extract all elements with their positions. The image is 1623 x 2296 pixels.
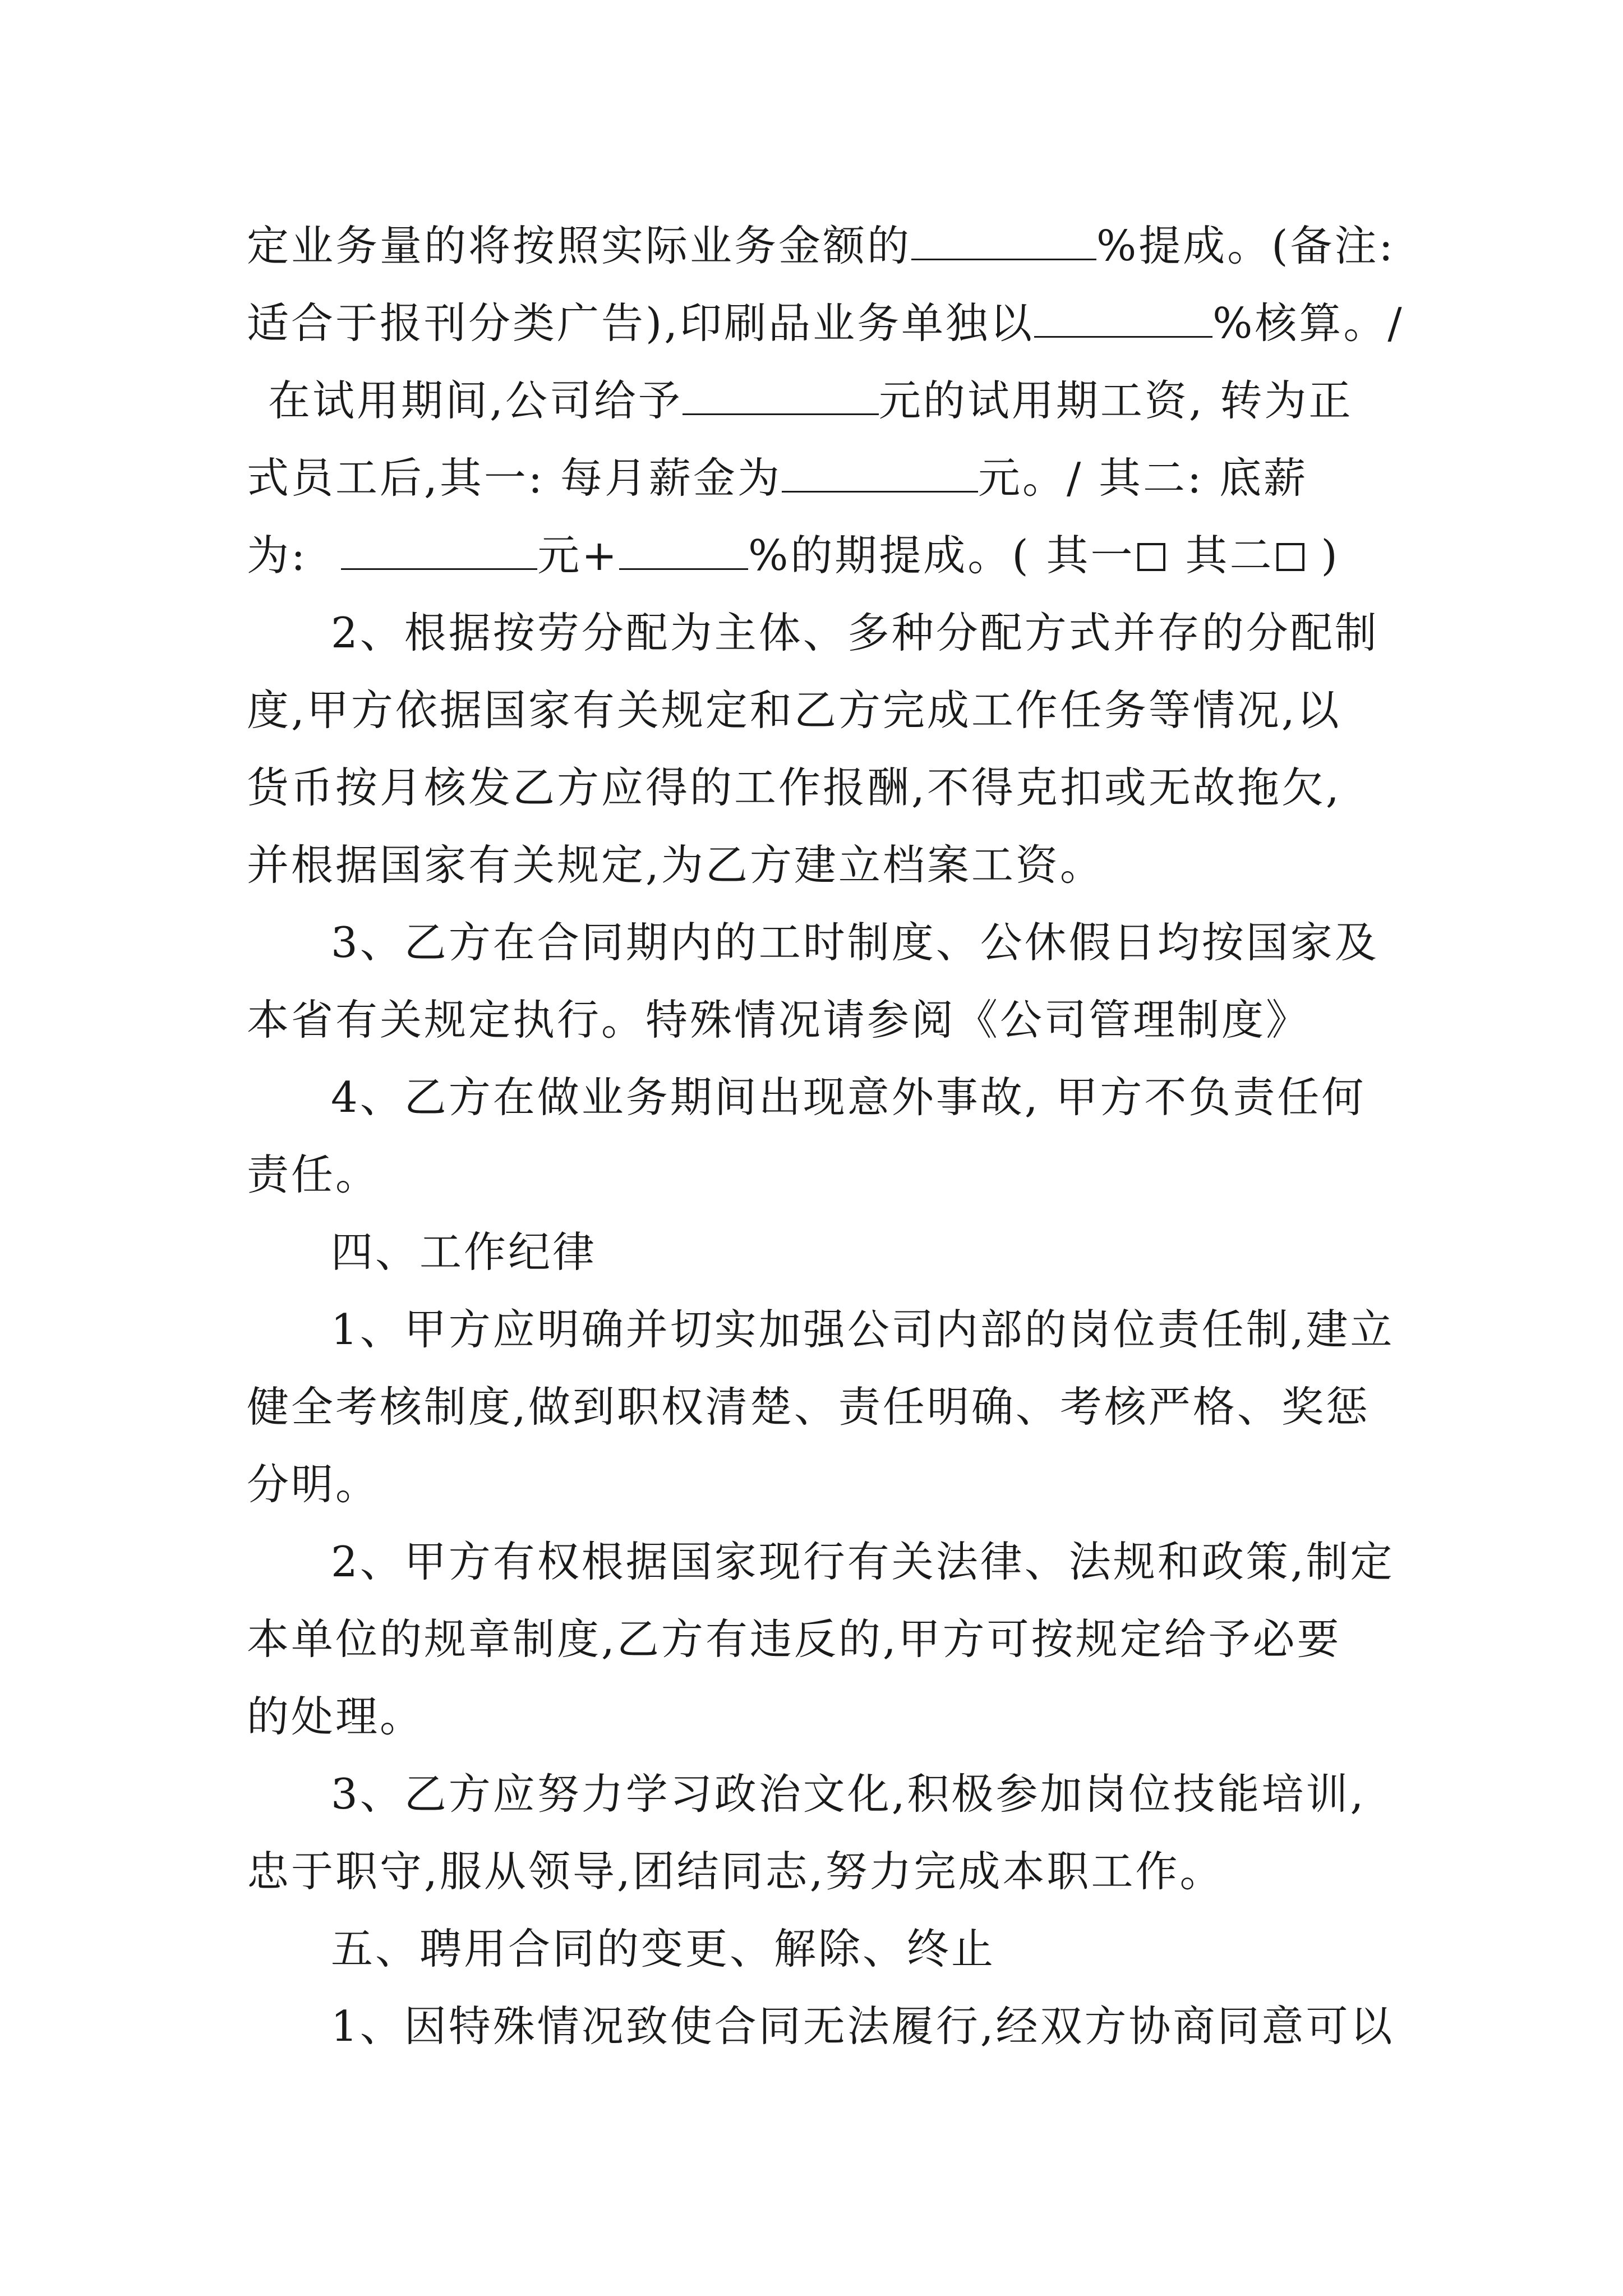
paragraph-line: 货币按月核发乙方应得的工作报酬,不得克扣或无故拖欠, bbox=[247, 763, 1341, 812]
text-line bbox=[247, 372, 1390, 450]
paragraph-line: 2、甲方有权根据国家现行有关法律、法规和政策,制定 bbox=[331, 1537, 1395, 1586]
fill-in-blank[interactable] bbox=[683, 374, 879, 415]
fill-in-blank[interactable] bbox=[1034, 297, 1212, 338]
text-line bbox=[247, 527, 1390, 605]
paragraph-line: 1、因特殊情况致使合同无法履行,经双方协商同意可以 bbox=[331, 2001, 1395, 2051]
section-heading: 四、工作纪律 bbox=[331, 1227, 597, 1277]
paragraph-line: 4、乙方在做业务期间出现意外事故, 甲方不负责任何 bbox=[331, 1073, 1366, 1122]
fill-in-blank[interactable] bbox=[782, 452, 978, 493]
fill-in-blank[interactable] bbox=[341, 529, 537, 570]
text-line bbox=[247, 218, 1395, 295]
document-page bbox=[247, 218, 1404, 2076]
section-heading: 五、聘用合同的变更、解除、终止 bbox=[331, 1924, 996, 1973]
paragraph-line: 3、乙方应努力学习政治文化,积极参加岗位技能培训, bbox=[331, 1769, 1366, 1819]
paragraph-line: 1、甲方应明确并切实加强公司内部的岗位责任制,建立 bbox=[331, 1305, 1395, 1354]
paragraph-line: 健全考核制度,做到职权清楚、责任明确、考核严格、奖惩 bbox=[247, 1382, 1370, 1432]
paragraph-line: 本省有关规定执行。特殊情况请参阅《公司管理制度》 bbox=[247, 995, 1311, 1045]
text-segment: 其二 bbox=[1185, 531, 1274, 580]
fill-in-blank[interactable] bbox=[619, 529, 748, 570]
paragraph-line: 本单位的规章制度,乙方有违反的,甲方可按规定给予必要 bbox=[247, 1614, 1341, 1664]
text-segment: 适合于报刊分类广告),印刷品业务单独以 bbox=[247, 298, 1035, 348]
paragraph-line: 忠于职守,服从领导,团结同志,努力完成本职工作。 bbox=[247, 1847, 1224, 1896]
text-segment: %提成。(备注: bbox=[1096, 221, 1395, 270]
text-segment: 元+ bbox=[537, 531, 620, 580]
text-line bbox=[247, 450, 1390, 527]
text-segment: 在试用期间,公司给予 bbox=[268, 376, 683, 425]
text-segment: 定业务量的将按照实际业务金额的 bbox=[247, 221, 912, 270]
paragraph-line: 度,甲方依据国家有关规定和乙方完成工作任务等情况,以 bbox=[247, 685, 1341, 735]
text-segment: ) bbox=[1321, 531, 1340, 580]
fill-in-blank[interactable] bbox=[911, 219, 1096, 260]
text-segment: 式员工后,其一: 每月薪金为 bbox=[247, 453, 782, 503]
option-two-checkbox[interactable] bbox=[1276, 543, 1304, 571]
paragraph-line: 责任。 bbox=[247, 1150, 380, 1199]
text-segment: 为: bbox=[247, 531, 308, 580]
paragraph-line: 并根据国家有关规定,为乙方建立档案工资。 bbox=[247, 840, 1104, 890]
paragraph-line: 3、乙方在合同期内的工时制度、公休假日均按国家及 bbox=[331, 918, 1379, 967]
text-segment: 元。/ 其二: 底薪 bbox=[978, 453, 1308, 503]
option-one-checkbox[interactable] bbox=[1137, 543, 1165, 571]
paragraph-line: 分明。 bbox=[247, 1460, 380, 1509]
text-segment: %核算。/ bbox=[1212, 298, 1404, 348]
text-segment: 元的试用期工资, 转为正 bbox=[878, 376, 1353, 425]
text-line bbox=[247, 295, 1404, 372]
paragraph-line: 的处理。 bbox=[247, 1692, 425, 1741]
text-segment: %的期提成。( 其一 bbox=[748, 531, 1135, 580]
paragraph-line: 2、根据按劳分配为主体、多种分配方式并存的分配制 bbox=[331, 608, 1379, 657]
